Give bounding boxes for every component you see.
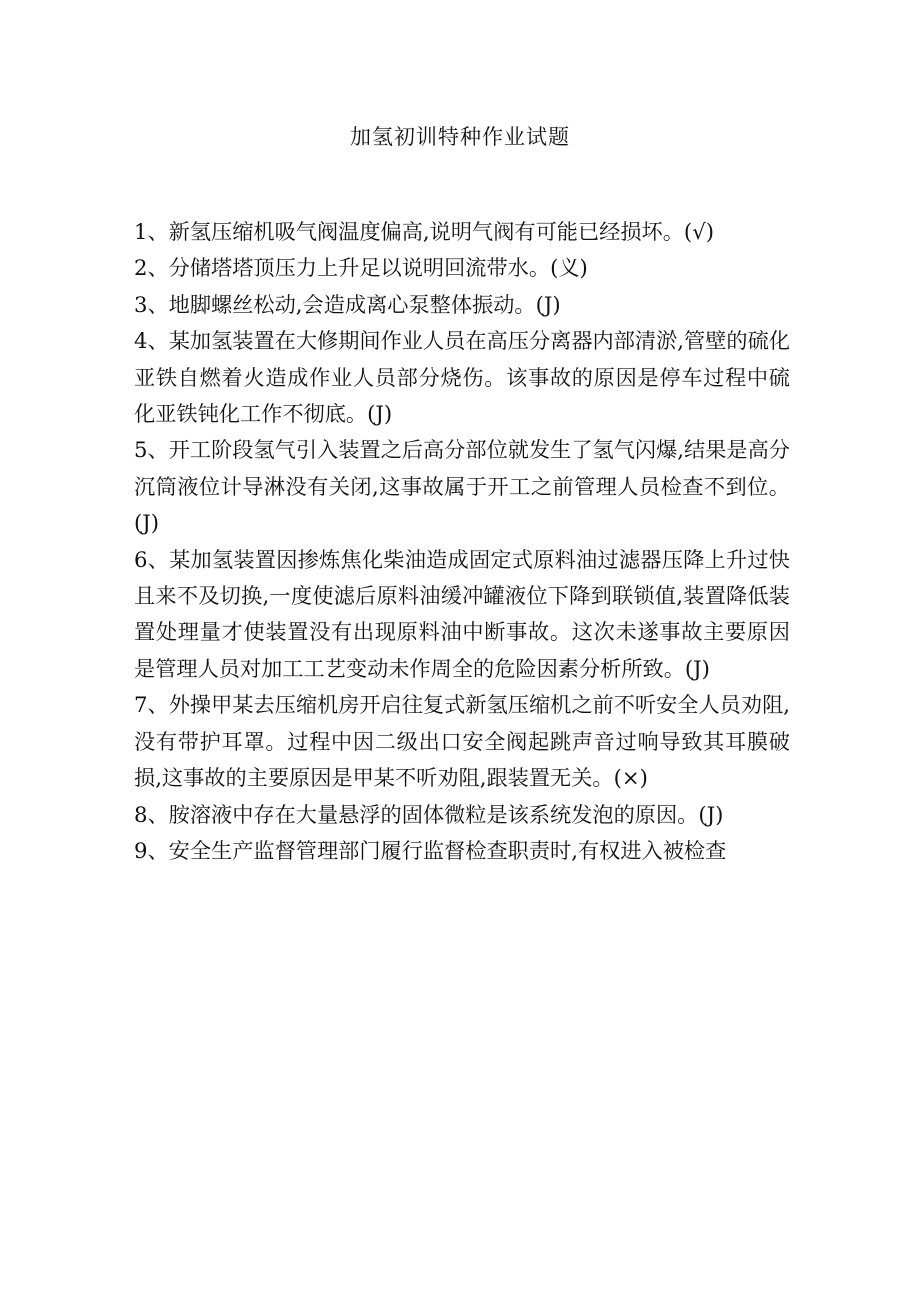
question-answer: (J) bbox=[535, 291, 561, 317]
question-text: 外操甲某去压缩机房开启往复式新氢压缩机之前不听安全人员劝阻,没有带护耳罩。过程中因二级出口安全阀起跳声音过响导致其耳膜破损,这事故的主要原因是甲某不听劝阻,跟装置无关。 bbox=[134, 692, 790, 791]
question-item bbox=[134, 287, 790, 323]
question-number: 1、 bbox=[134, 219, 169, 244]
question-item bbox=[134, 432, 790, 541]
question-answer: (J) bbox=[698, 801, 724, 827]
question-item bbox=[134, 542, 790, 688]
question-number: 8、 bbox=[134, 801, 169, 827]
question-text: 开工阶段氢气引入装置之后高分部位就发生了氢气闪爆,结果是高分沉筒液位计导淋没有关闭,这事故属于开工之前管理人员检查不到位。 bbox=[134, 437, 790, 499]
question-number: 2、 bbox=[134, 255, 169, 281]
question-item bbox=[134, 687, 790, 796]
question-number: 6、 bbox=[134, 546, 170, 572]
question-text: 胺溶液中存在大量悬浮的固体微粒是该系统发泡的原因。 bbox=[168, 801, 699, 827]
question-text: 安全生产监督管理部门履行监督检查职责时,有权进入被检查 bbox=[168, 837, 727, 863]
question-text: 分储塔塔顶压力上升足以说明回流带水。 bbox=[168, 255, 551, 281]
question-number: 3、 bbox=[134, 291, 169, 317]
question-item bbox=[134, 214, 790, 250]
question-item bbox=[134, 250, 790, 286]
question-list bbox=[134, 214, 790, 869]
question-answer: (√) bbox=[683, 219, 714, 244]
question-text: 某加氢装置因掺炼焦化柴油造成固定式原料油过滤器压降上升过快且来不及切换,一度使滤后原料油缓冲罐液位下降到联锁值,装置降低装置处理量才使装置没有出现原料油中断事故。这次未遂事故主要原因是管理人员对加工工艺变动未作周全的危险因素分析所致。 bbox=[134, 546, 790, 681]
question-number: 9、 bbox=[134, 837, 169, 863]
question-number: 7、 bbox=[134, 692, 169, 718]
question-item bbox=[134, 323, 790, 432]
question-text: 地脚螺丝松动,会造成离心泵整体振动。 bbox=[168, 291, 536, 317]
question-number: 5、 bbox=[134, 437, 169, 463]
document-title: 加氢初训特种作业试题 bbox=[350, 125, 570, 149]
question-answer: (×) bbox=[613, 765, 648, 791]
question-answer: (J) bbox=[367, 401, 393, 427]
question-text: 某加氢装置在大修期间作业人员在高压分离器内部清淤,管壁的硫化亚铁自燃着火造成作业人员部分烧伤。该事故的原因是停车过程中硫化亚铁钝化工作不彻底。 bbox=[134, 328, 790, 427]
question-answer: (义) bbox=[550, 255, 588, 281]
question-answer: (J) bbox=[684, 655, 710, 681]
question-item bbox=[134, 833, 790, 869]
question-text: 新氢压缩机吸气阀温度偏高,说明气阀有可能已经损坏。 bbox=[168, 219, 684, 244]
question-answer: (J) bbox=[134, 510, 160, 536]
question-item bbox=[134, 797, 790, 833]
question-number: 4、 bbox=[134, 328, 169, 354]
